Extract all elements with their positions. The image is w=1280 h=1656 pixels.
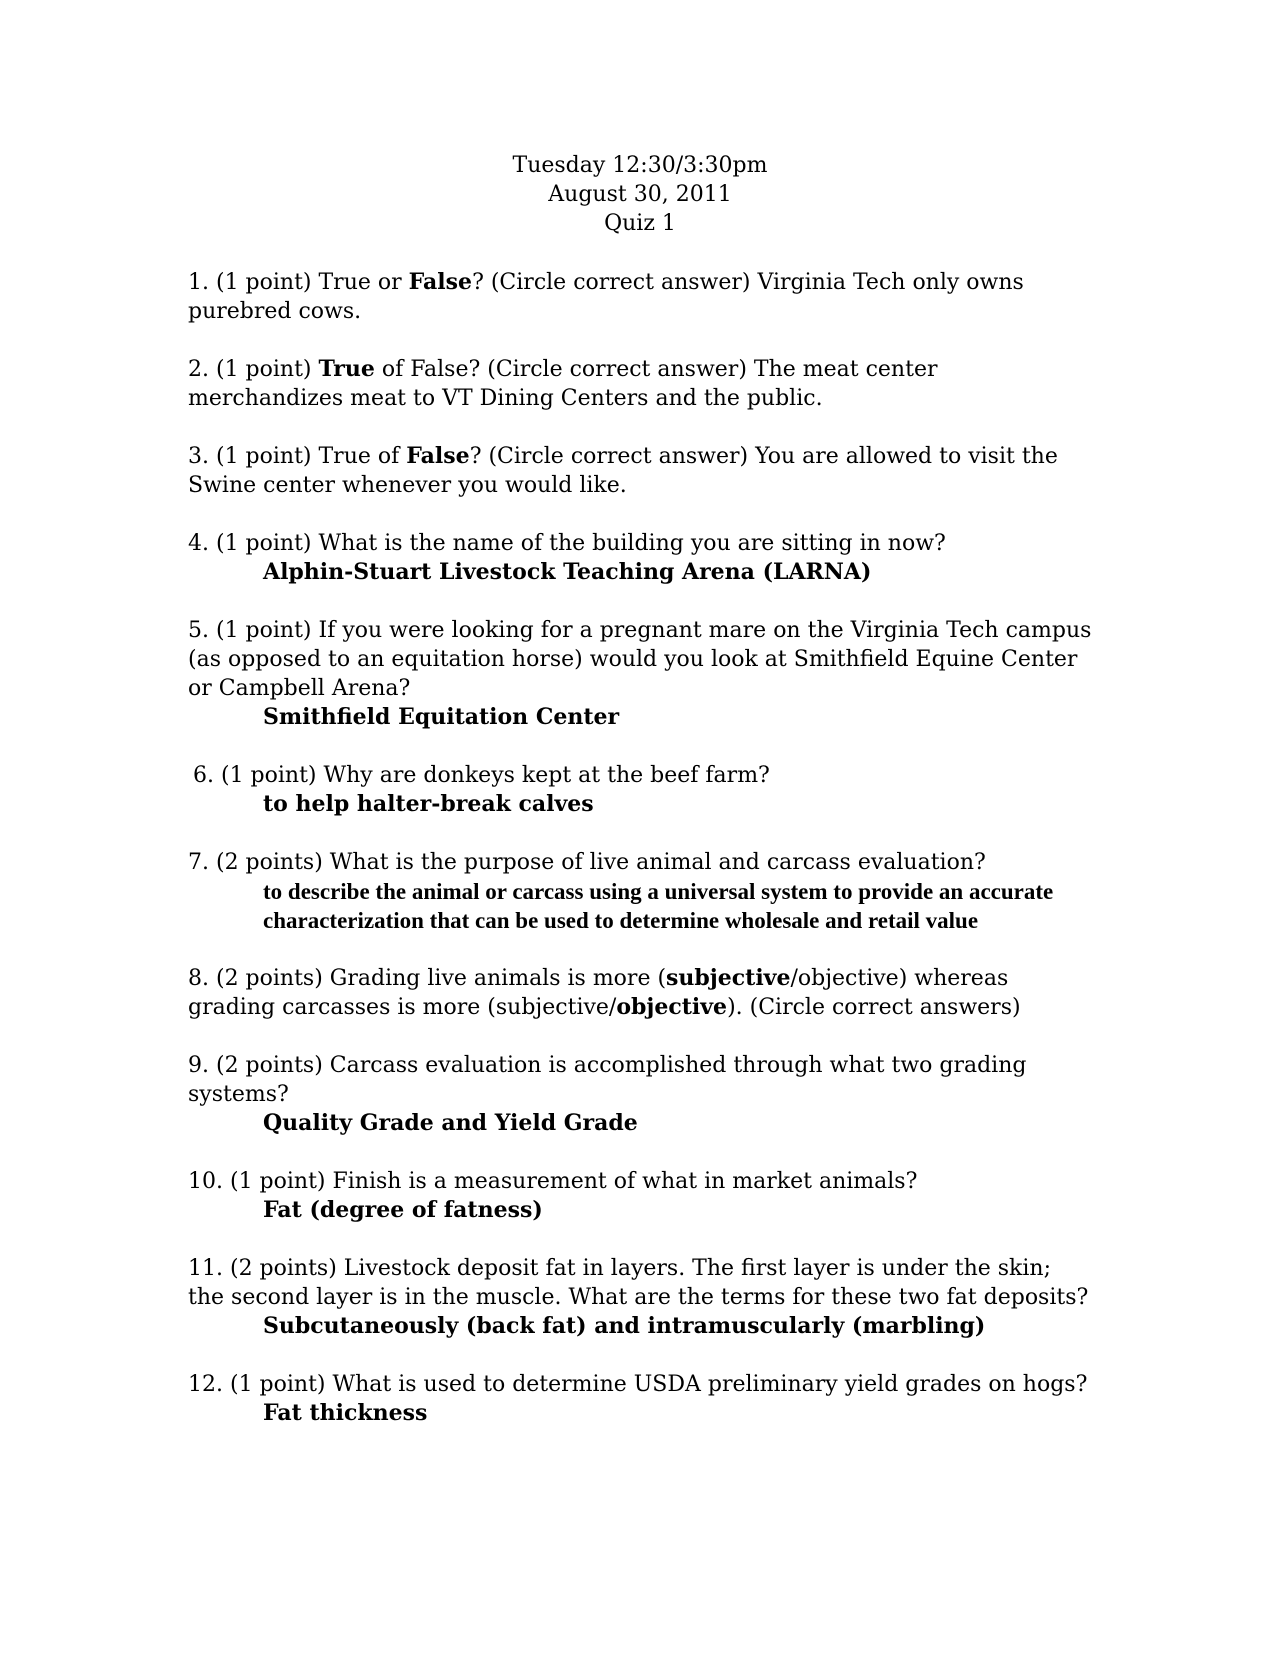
question-text: 2. (1 point) True of False? (Circle correct answer) The meat center merchandizes meat to VT Dining Centers and the public.: [188, 356, 938, 411]
question-text: 1. (1 point) True or False? (Circle correct answer) Virginia Tech only owns purebred cows.: [188, 269, 1024, 324]
question-text: 12. (1 point) What is used to determine USDA preliminary yield grades on hogs?: [188, 1372, 1088, 1397]
question-text: 8. (2 points) Grading live animals is more (subjective/objective) whereas grading carcasses is more (subjective/objective). (Circle correct answers): [188, 965, 1021, 1020]
answer: to help halter-break calves: [263, 791, 594, 817]
answer: Fat thickness: [263, 1400, 428, 1426]
question-4: [188, 529, 1093, 587]
answer: Alphin-Stuart Livestock Teaching Arena (LARNA): [263, 559, 872, 585]
question-5: [188, 616, 1093, 732]
question-text: 6. (1 point) Why are donkeys kept at the beef farm?: [193, 763, 770, 788]
correct-answer: subjective: [666, 965, 791, 991]
question-11: [188, 1254, 1093, 1341]
question-list: [188, 268, 1093, 1457]
quiz-date: August 30, 2011: [548, 182, 732, 207]
question-12: [188, 1370, 1093, 1428]
correct-answer: False: [406, 443, 470, 469]
question-text: 3. (1 point) True of False? (Circle correct answer) You are allowed to visit the Swine center whenever you would like.: [188, 443, 1058, 498]
answer: Subcutaneously (back fat) and intramuscularly (marbling): [263, 1313, 986, 1339]
question-text: 9. (2 points) Carcass evaluation is accomplished through what two grading systems?: [188, 1053, 1027, 1107]
correct-answer: True: [318, 356, 375, 382]
question-7: [188, 848, 1093, 935]
quiz-title: Quiz 1: [604, 211, 676, 236]
question-1: [188, 268, 1093, 326]
question-text: 10. (1 point) Finish is a measurement of what in market animals?: [188, 1169, 918, 1194]
quiz-header: [0, 151, 1280, 238]
question-8: [188, 964, 1093, 1022]
answer: to describe the animal or carcass using a universal system to provide an accurate characterization that can be used to determine wholesale and retail value: [263, 879, 1054, 933]
question-6: [188, 761, 1093, 819]
correct-answer: objective: [616, 994, 728, 1020]
question-text: 5. (1 point) If you were looking for a pregnant mare on the Virginia Tech campus (as opposed to an equitation horse) would you look at Smithfield Equine Center or Campbell Arena?: [188, 618, 1092, 701]
question-text: 4. (1 point) What is the name of the building you are sitting in now?: [188, 531, 946, 556]
question-9: [188, 1051, 1093, 1138]
question-text: 7. (2 points) What is the purpose of live animal and carcass evaluation?: [188, 850, 986, 875]
answer: Quality Grade and Yield Grade: [263, 1110, 638, 1136]
question-10: [188, 1167, 1093, 1225]
correct-answer: False: [408, 269, 473, 295]
question-text: 11. (2 points) Livestock deposit fat in layers. The first layer is under the skin; the second layer is in the muscle. What are the terms for these two fat deposits?: [188, 1256, 1089, 1310]
session-time: Tuesday 12:30/3:30pm: [512, 153, 768, 178]
question-3: [188, 442, 1093, 500]
answer: Fat (degree of fatness): [263, 1197, 543, 1223]
question-2: [188, 355, 1093, 413]
answer: Smithfield Equitation Center: [263, 704, 620, 730]
